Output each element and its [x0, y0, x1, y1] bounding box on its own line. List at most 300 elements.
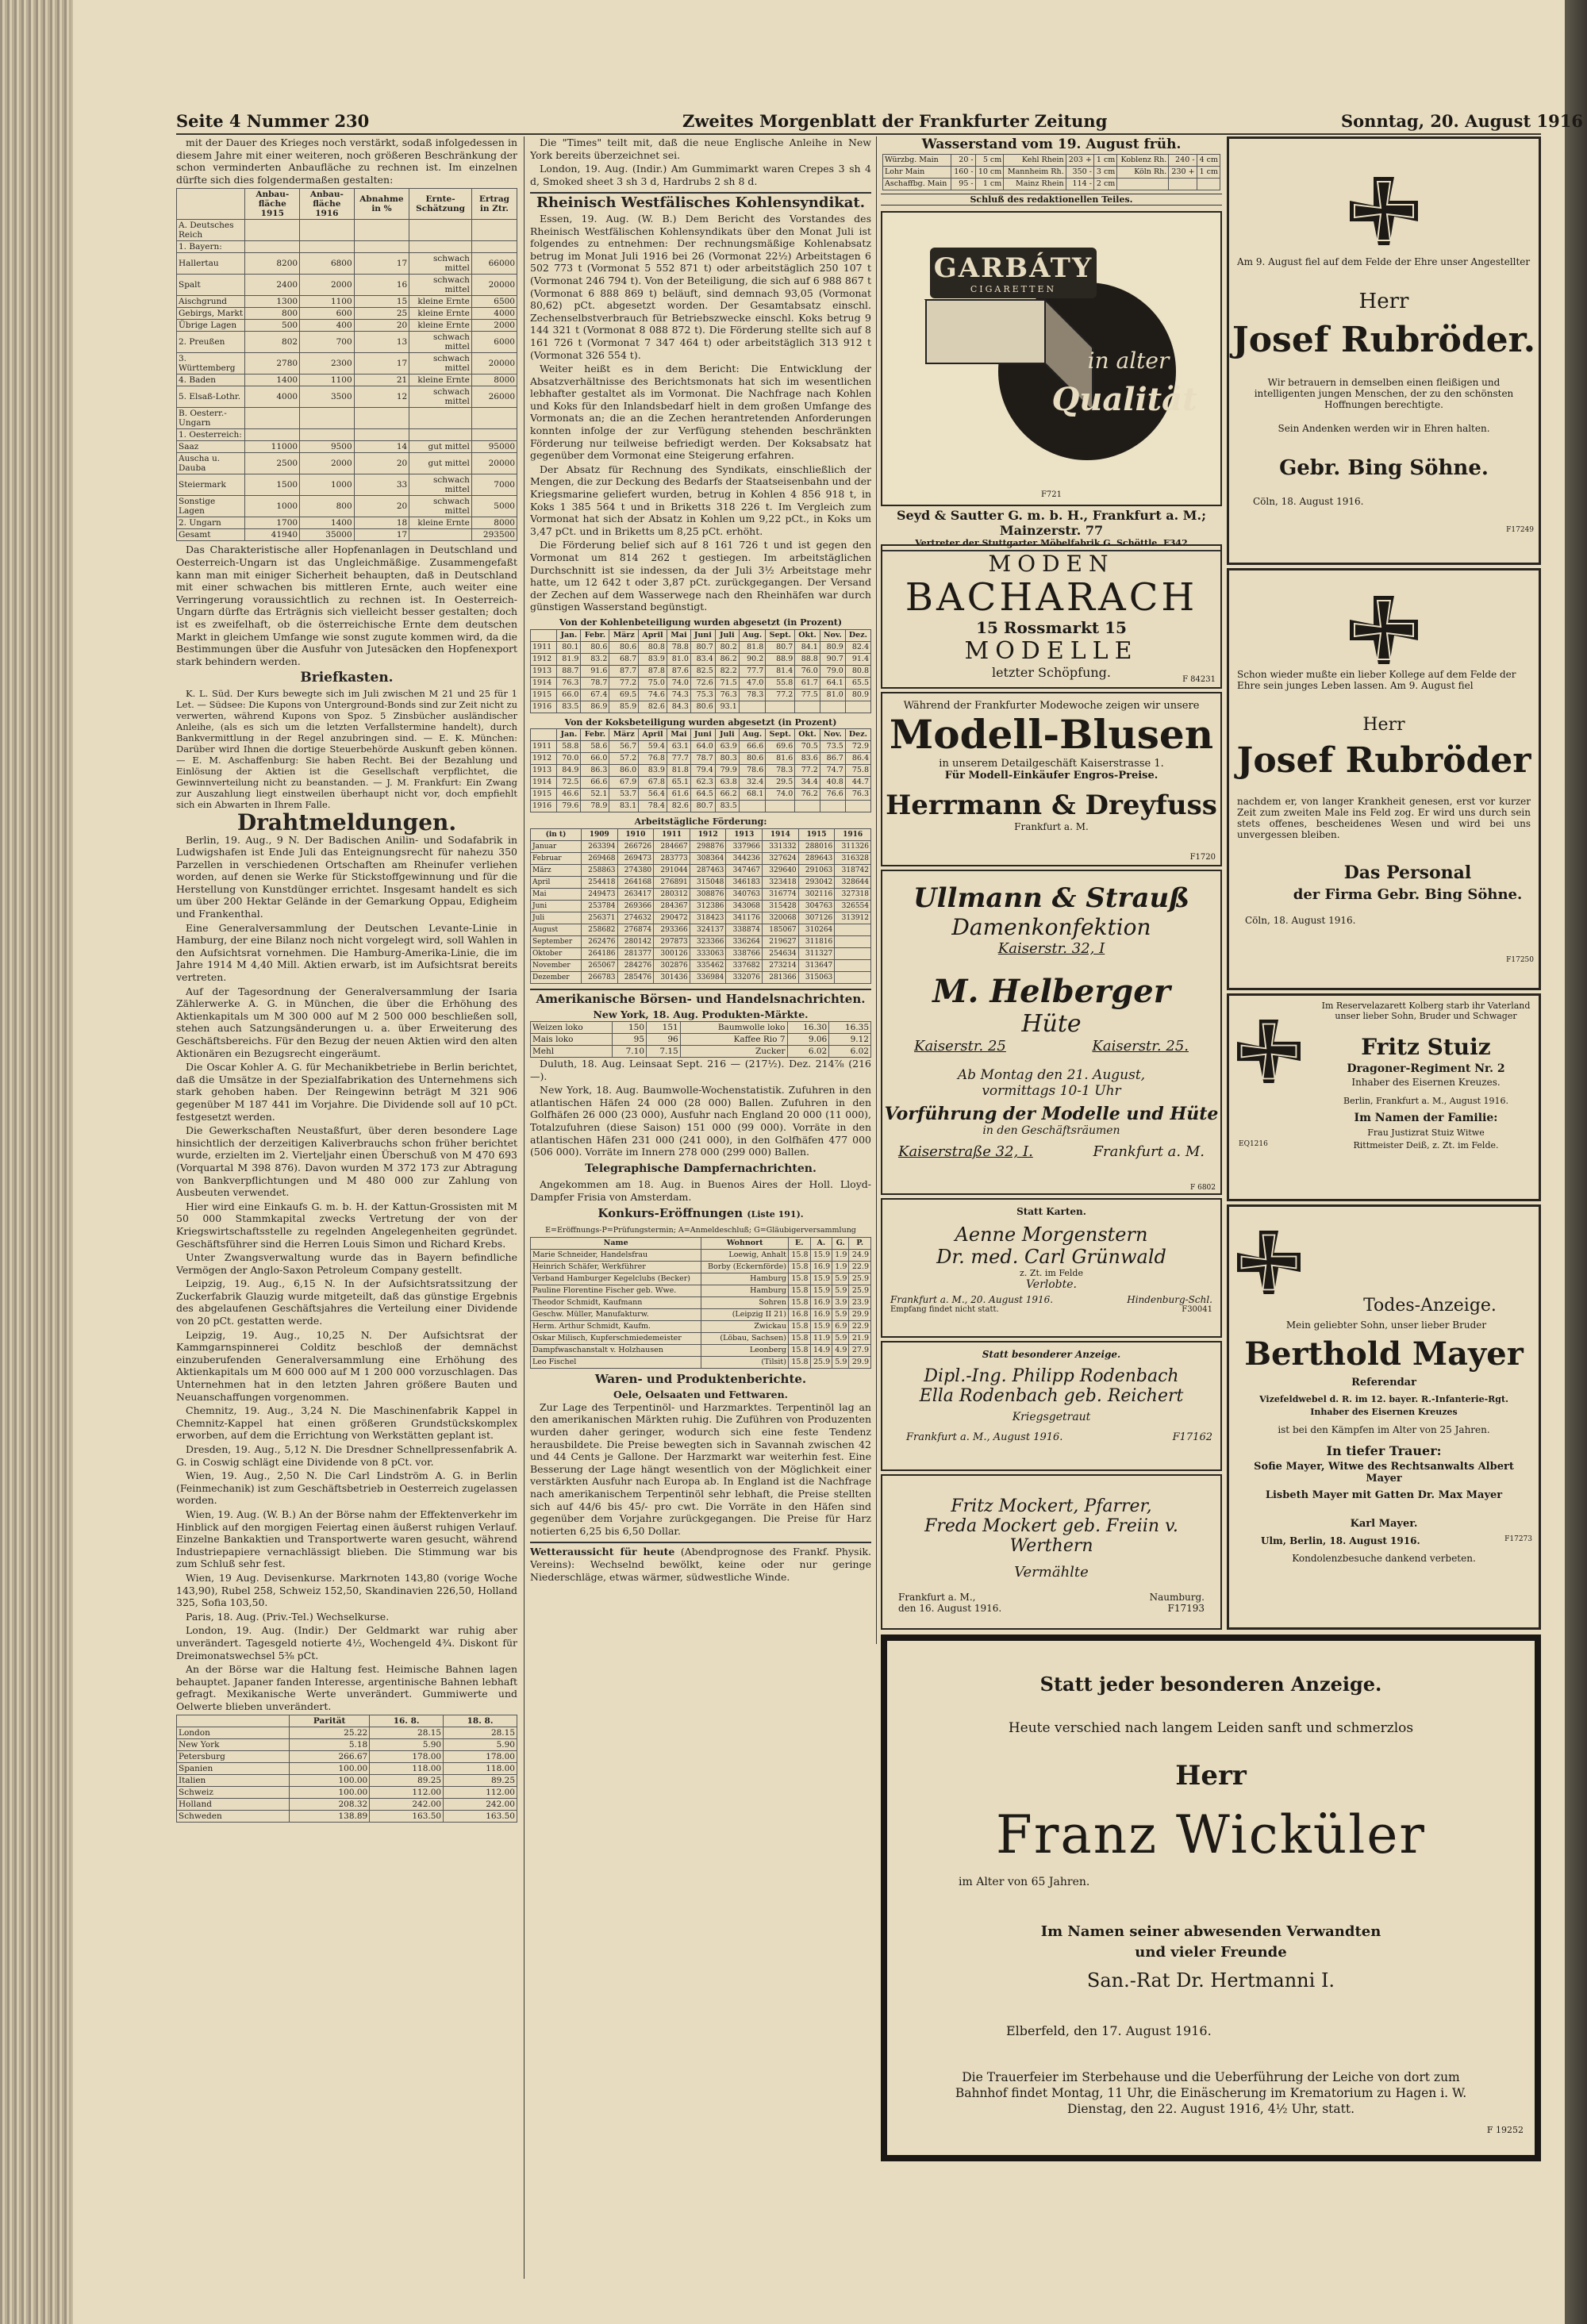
table-cell: 25.9 [849, 1285, 871, 1296]
wick-ort: Elberfeld, den 17. August 1916. [1006, 2023, 1212, 2038]
konkurs-sub: (Liste 191). [747, 1209, 804, 1220]
table-cell: 14.9 [810, 1344, 832, 1356]
table-cell: 1000 [245, 496, 300, 517]
table-cell: schwach mittel [409, 275, 472, 296]
stuiz-intro: Im Reservelazarett Kolberg starb ihr Vaterland unser lieber Sohn, Bruder und Schwager [1321, 1001, 1531, 1021]
vermaehlte: Vermählte [1014, 1564, 1089, 1581]
table-cell: Kehl Rhein [1004, 155, 1066, 167]
table-cell [820, 801, 845, 812]
column-divider-2 [876, 136, 877, 1644]
table-cell: 10 cm [975, 167, 1004, 179]
table-cell: 240 - [1169, 155, 1197, 167]
table-cell: 15.9 [810, 1249, 832, 1261]
paris-table-row [177, 1751, 517, 1763]
r2-name: Josef Rubröder [1236, 740, 1531, 781]
table-cell: 76.3 [845, 789, 870, 801]
table-cell: 5.9 [832, 1356, 849, 1368]
table-cell: 11.9 [810, 1332, 832, 1344]
vorf-title: Vorführung der Modelle und Hüte [884, 1104, 1219, 1124]
table-cell [835, 959, 871, 971]
table-cell: 82.6 [667, 801, 690, 812]
hop-table-row [177, 474, 517, 496]
table-cell: 20 [354, 453, 409, 474]
table-cell: 311327 [798, 947, 835, 959]
konkurs-table [530, 1237, 871, 1369]
table-cell: April [531, 876, 582, 888]
coal-table-3-row [531, 947, 871, 959]
table-cell: 5.9 [832, 1332, 849, 1344]
table-cell [471, 429, 517, 441]
table-cell: Sonstige Lagen [177, 496, 245, 517]
london-rubber: London, 19. Aug. (Indir.) Am Gummimarkt waren Crepes 3 sh 4 d, Smoked sheet 3 sh 3 d, Hardrubs 2 sh 8 d. [530, 163, 871, 187]
table-cell: gut mittel [409, 441, 472, 453]
table-cell: 77.2 [795, 765, 820, 777]
table-cell [300, 408, 355, 429]
drahtmeldungen-heading: Drahtmeldungen. [236, 809, 457, 835]
table-cell: 16 [354, 275, 409, 296]
table-cell: 83.2 [581, 653, 609, 665]
table-cell: 40.8 [820, 777, 845, 789]
table-cell: 284276 [617, 959, 654, 971]
coal-table-2-row [531, 753, 871, 765]
table-cell: Aschaffbg. Main [883, 179, 951, 190]
r2-ort: Cöln, 18. August 1916. [1245, 915, 1356, 926]
wick-code: F 19252 [1486, 2125, 1524, 2135]
page-number-header: Seite 4 Nummer 230 [176, 111, 370, 131]
table-cell [409, 429, 472, 441]
table-cell: 7000 [471, 474, 517, 496]
table-cell: 74.6 [639, 689, 667, 701]
bacharach-ad [881, 544, 1222, 689]
table-cell: 81.9 [557, 653, 581, 665]
stuiz-fam: Im Namen der Familie: [1354, 1112, 1498, 1124]
coal-table-1 [530, 629, 871, 713]
table-cell: 66.2 [715, 789, 739, 801]
table-cell [409, 408, 472, 429]
table-cell: 25 [354, 308, 409, 320]
table-cell: 79.6 [557, 801, 581, 812]
table-cell: 64.0 [690, 741, 715, 753]
morg-empf-line [882, 1305, 1220, 1314]
table-cell: 15.8 [788, 1356, 810, 1368]
vorf-city: Frankfurt a. M. [1093, 1143, 1205, 1160]
vorf-code: F 6802 [1189, 1184, 1216, 1192]
coal-table-3-row [531, 924, 871, 935]
garbaty-brand: GARBÁTY [933, 252, 1093, 284]
table-cell: schwach mittel [409, 496, 472, 517]
table-header-cell: 1913 [726, 828, 763, 840]
wetter-text: (Abendprognose des Frankf. Physik. Vereins): Wechselnd bewölkt, keine oder nur geringe Niederschläge, etwas wärmer, südwestliche Winde. [530, 1546, 871, 1583]
table-cell: 249473 [581, 888, 617, 900]
table-cell: 301436 [654, 971, 690, 983]
table-cell: 25.9 [810, 1356, 832, 1368]
table-cell: November [531, 959, 582, 971]
table-cell: Holland [177, 1799, 290, 1811]
table-cell: 78.7 [581, 677, 609, 689]
coal-table-3-row [531, 959, 871, 971]
table-header-cell: 1912 [690, 828, 726, 840]
drahtmeldung-item: Wien, 19. Aug. (W. B.) An der Börse nahm der Effektenverkehr im Hinblick auf den morgigen Feiertag einen äußerst ruhigen Verlauf. Einzelne Bankaktien und Transportwerte waren gesucht, während Industriepapiere vernachlässigt blieben. Die Stimmung war bis zum Schluß sehr fest. [176, 1508, 517, 1570]
mayer-obituary [1227, 1204, 1541, 1630]
mayer-name: Berthold Mayer [1244, 1335, 1524, 1373]
table-cell: 5. Elsaß-Lothr. [177, 386, 245, 408]
table-cell: 46.6 [557, 789, 581, 801]
table-cell: kleine Ernte [409, 375, 472, 386]
mockert-ort-line [882, 1581, 1220, 1603]
table-cell: 83.5 [557, 701, 581, 713]
table-cell: 315428 [763, 900, 799, 912]
table-cell: 2500 [245, 453, 300, 474]
table-header-cell: Juli [715, 629, 739, 641]
table-cell: Dampfwaschanstalt v. Holzhausen [531, 1344, 701, 1356]
table-cell: 80.9 [820, 641, 845, 653]
table-cell: 33 [354, 474, 409, 496]
table-cell: 76.2 [795, 789, 820, 801]
table-cell: kleine Ernte [409, 296, 472, 308]
morg-code: F30041 [1182, 1305, 1212, 1314]
bacharach-address: 15 Rossmarkt 15 [976, 618, 1127, 637]
table-cell: 76.3 [557, 677, 581, 689]
table-cell: 1914 [531, 777, 557, 789]
table-cell: 41940 [245, 529, 300, 541]
table-cell: Oktober [531, 947, 582, 959]
table-cell: 84.9 [557, 765, 581, 777]
hop-table-row [177, 332, 517, 353]
table-cell: kleine Ernte [409, 320, 472, 332]
table-cell: 77.5 [795, 689, 820, 701]
wasserstand-row [883, 167, 1220, 179]
table-cell: 69.5 [609, 689, 639, 701]
table-cell: 18 [354, 517, 409, 529]
mode-ort: in unserem Detailgeschäft Kaiserstrasse 1. [939, 758, 1164, 770]
r1-herr: Herr [1358, 290, 1409, 313]
table-cell: 15.8 [788, 1285, 810, 1296]
hop-paragraph: Das Charakteristische aller Hopfenanlagen in Deutschland und Oesterreich-Ungarn ist das Ungleichmäßige. Zusammengefaßt kann man mit einiger Sicherheit behaupten, daß in Deutschland mit einer schwachen bis mittleren Ernte, auch weiter eine Verringerung voraussichtlich zu rechnen ist. In Oesterreich-Ungarn dürfte das Erträgnis sich vielleicht besser gestalten; doch ist es zweifelhaft, ob die österreichische Ernte dem deutschen Markt in gleichem Umfange wie sonst zugute kommen wird, da die Bestimmungen über die Ausfuhr von Jutesäcken den Hopfenexport stark behindern werden. [176, 544, 517, 667]
verlobung-ad [881, 1198, 1222, 1338]
table-cell: 5 cm [975, 155, 1004, 167]
coal-table-3-row [531, 864, 871, 876]
table-cell: 1400 [300, 517, 355, 529]
iron-cross-icon [1350, 177, 1418, 248]
table-cell: Mehl [531, 1045, 613, 1057]
briefkasten-heading: Briefkasten. [300, 670, 394, 686]
table-cell: 7.15 [647, 1045, 681, 1057]
table-header-cell: März [609, 629, 639, 641]
table-cell: 91.6 [581, 665, 609, 677]
table-cell: 95 - [951, 179, 975, 190]
table-cell: 6.02 [829, 1045, 871, 1057]
wetter-heading: Wetteraussicht für heute [530, 1546, 675, 1558]
table-cell: 297873 [654, 935, 690, 947]
gruenwald-name: Dr. med. Carl Grünwald [936, 1246, 1166, 1268]
table-cell: 63.9 [715, 741, 739, 753]
table-cell: 80.6 [690, 701, 715, 713]
table-cell: 15 [354, 296, 409, 308]
table-cell: 12 [354, 386, 409, 408]
garbaty-ad [881, 211, 1222, 506]
table-cell: 29.9 [849, 1356, 871, 1368]
wasserstand-heading: Wasserstand vom 19. August früh. [921, 136, 1182, 152]
table-cell: 13 [354, 332, 409, 353]
hop-table-row [177, 253, 517, 275]
table-header-row [531, 828, 871, 840]
date-header: Sonntag, 20. August 1916 [1341, 111, 1583, 131]
table-cell: 323366 [690, 935, 726, 947]
table-cell: Geschw. Müller, Manufakturw. [531, 1308, 701, 1320]
table-cell: 284367 [654, 900, 690, 912]
table-cell: Oskar Milisch, Kupferschmiedemeister [531, 1332, 701, 1344]
table-cell: 16.9 [810, 1261, 832, 1273]
table-header-cell: April [639, 629, 667, 641]
amerika-heading: Amerikanische Börsen- und Handelsnachrichten. [530, 989, 871, 1006]
table-header-cell: G. [832, 1237, 849, 1249]
table-header-cell: 1914 [763, 828, 799, 840]
table-cell [766, 801, 795, 812]
table-cell: A. Deutsches Reich [177, 220, 245, 241]
drahtmeldungen-list [176, 834, 517, 1713]
table-cell: 15.8 [788, 1344, 810, 1356]
table-cell: 1.9 [832, 1261, 849, 1273]
table-cell: 287463 [690, 864, 726, 876]
stuiz-ort: Berlin, Frankfurt a. M., August 1916. [1343, 1096, 1508, 1106]
table-cell: 280312 [654, 888, 690, 900]
table-cell: 17 [354, 353, 409, 375]
table-cell: 16.9 [810, 1296, 832, 1308]
wick-namen-2: und vieler Freunde [1135, 1944, 1287, 1961]
rodenbach-philipp: Dipl.-Ing. Philipp Rodenbach [924, 1366, 1179, 1386]
table-cell: 66.6 [581, 777, 609, 789]
table-cell: 6000 [471, 332, 517, 353]
stuiz-brother: Rittmeister Deiß, z. Zt. im Felde. [1353, 1140, 1499, 1150]
table-cell: 88.7 [557, 665, 581, 677]
table-cell: (Leipzig II 21) [701, 1308, 789, 1320]
table-header-row [177, 189, 517, 220]
coal-table-3-row [531, 912, 871, 924]
table-cell: 308364 [690, 852, 726, 864]
table-cell: 208.32 [290, 1799, 370, 1811]
r2-personal: Das Personal [1343, 862, 1472, 883]
coal-table-1-row [531, 641, 871, 653]
coal-table-1-row [531, 701, 871, 713]
table-cell: 274632 [617, 912, 654, 924]
table-cell: 69.6 [766, 741, 795, 753]
mockert-freda: Freda Mockert geb. Freiin v. Werthern [924, 1516, 1178, 1556]
table-cell: 9.06 [787, 1033, 829, 1045]
hop-table-row [177, 275, 517, 296]
table-cell: 56.7 [609, 741, 639, 753]
mockert-ad [881, 1474, 1222, 1630]
table-header-cell: Jan. [557, 629, 581, 641]
table-cell: Zwickau [701, 1320, 789, 1332]
table-cell: 32.4 [739, 777, 766, 789]
table-header-cell [177, 1715, 290, 1727]
table-cell: 307126 [798, 912, 835, 924]
konkurs-row [531, 1296, 871, 1308]
mode-intro: Während der Frankfurter Modewoche zeigen wir unsere [903, 700, 1200, 712]
table-cell: 1 cm [975, 179, 1004, 190]
table-cell: 230 + [1169, 167, 1197, 179]
table-cell: 21 [354, 375, 409, 386]
table-cell: 20000 [471, 453, 517, 474]
table-cell: 83.6 [795, 753, 820, 765]
newyork-head: New York, 18. Aug. Produkten-Märkte. [593, 1008, 809, 1021]
table-cell: August [531, 924, 582, 935]
table-cell: 347467 [726, 864, 763, 876]
table-cell: 5.90 [370, 1739, 444, 1751]
ullmann-konfektion: Damenkonfektion [951, 914, 1151, 940]
r1-body: Wir betrauern in demselben einen fleißigen und intelligenten jungen Menschen, der zu den schönsten Hoffnungen berechtigte. [1254, 377, 1514, 410]
table-cell: 15.9 [810, 1285, 832, 1296]
table-cell [245, 241, 300, 253]
wick-statt: Statt jeder besonderen Anzeige. [1039, 1673, 1382, 1696]
table-cell: 258863 [581, 864, 617, 876]
table-cell [835, 924, 871, 935]
paris-table-row [177, 1739, 517, 1751]
table-cell: 1400 [245, 375, 300, 386]
table-cell: 61.6 [667, 789, 690, 801]
table-cell: kleine Ernte [409, 517, 472, 529]
table-cell: Hamburg [701, 1273, 789, 1285]
table-header-cell: Aug. [739, 729, 766, 741]
coal-table-3-row [531, 971, 871, 983]
coal-table-1-row [531, 689, 871, 701]
table-cell [1169, 179, 1197, 190]
table-cell: Theodor Schmidt, Kaufmann [531, 1296, 701, 1308]
table-cell: 44.7 [845, 777, 870, 789]
table-cell: 1100 [300, 296, 355, 308]
mockert-city: Naumburg. [1149, 1592, 1205, 1603]
table-cell: 70.0 [557, 753, 581, 765]
table-cell: Heinrich Schäfer, Werkführer [531, 1261, 701, 1273]
mayer-todes-anzeige: Todes-Anzeige. [1363, 1296, 1497, 1316]
table-header-cell: 1909 [581, 828, 617, 840]
table-header-cell: P. [849, 1237, 871, 1249]
table-cell: 83.1 [609, 801, 639, 812]
table-cell: 8200 [245, 253, 300, 275]
table-cell: Koblenz Rh. [1117, 155, 1169, 167]
table-cell: 112.00 [370, 1787, 444, 1799]
table-cell: 80.6 [739, 753, 766, 765]
table-cell: 242.00 [444, 1799, 517, 1811]
table-cell: 311326 [835, 840, 871, 852]
table-cell: 1916 [531, 701, 557, 713]
garbaty-code: F721 [1040, 490, 1062, 499]
table-cell: 264186 [581, 947, 617, 959]
table-cell: Mai [531, 888, 582, 900]
table-cell: 65.5 [845, 677, 870, 689]
table-cell: 56.4 [639, 789, 667, 801]
table-cell: 2000 [471, 320, 517, 332]
column-2 [530, 136, 871, 2283]
table-cell: 316328 [835, 852, 871, 864]
hop-table-row [177, 308, 517, 320]
table-cell: 80.6 [581, 641, 609, 653]
mockert-date: den 16. August 1916. [898, 1603, 1002, 1614]
table-cell: 63.8 [715, 777, 739, 789]
table-cell: 83.4 [690, 653, 715, 665]
kohlensyndikat-paragraph: Essen, 19. Aug. (W. B.) Dem Bericht des Vorstandes des Rheinisch Westfälischen Kohlensyndikats über den Monat Juli ist folgendes zu entnehmen: Der rechnungsmäßige Kohlenabsatz betrug im Monat Juli 1916 bei 26 (Vormonat 22½) Arbeitstagen 6 502 773 t (Vormonat 5 552 871 t) oder arbeitstäglich 250 107 t (Vormonat 246 794 t). Von der Beteiligung, die sich auf 6 988 867 t (Vormonat 6 888 869 t) beläuft, sind demnach 93,05 (Vormonat 80,62) pCt. abgesetzt worden. Der Gesamtabsatz einschl. Zechenselbstverbrauch für Betriebszwecke einschl. Koks betrug 9 144 321 t (Vormonat 8 088 872 t). Die Förderung stellte sich auf 8 161 726 t (Vormonat 7 347 464 t) oder arbeitstäglich 313 912 t (Vormonat 326 554 t). [530, 212, 871, 361]
table-header-row [177, 1715, 517, 1727]
table-cell: 600 [300, 308, 355, 320]
table-cell: Übrige Lagen [177, 320, 245, 332]
table-cell: London [177, 1727, 290, 1739]
table-cell: 1100 [300, 375, 355, 386]
table-cell: 5000 [471, 496, 517, 517]
table-cell: 15.8 [788, 1249, 810, 1261]
vorf-time: vormittags 10-1 Uhr [982, 1083, 1121, 1099]
modell-blusen-ad [881, 692, 1222, 866]
coal-table-1-row [531, 665, 871, 677]
table-cell: 72.9 [845, 741, 870, 753]
table-cell [409, 220, 472, 241]
coal-table-3-row [531, 852, 871, 864]
table-cell: Sohren [701, 1296, 789, 1308]
times-note: Die "Times" teilt mit, daß die neue Englische Anleihe in New York bereits überzeichnet sei. [530, 136, 871, 161]
newyork-row [531, 1045, 871, 1057]
table-cell: 5.9 [832, 1308, 849, 1320]
paris-exchange-table [176, 1715, 517, 1823]
table-cell: 15.8 [788, 1332, 810, 1344]
table-cell: 284667 [654, 840, 690, 852]
table-header-cell: 1911 [654, 828, 690, 840]
iron-cross-icon [1237, 1020, 1301, 1086]
table-cell: 61.7 [795, 677, 820, 689]
briefkasten-text: K. L. Süd. Der Kurs bewegte sich im Juli zwischen M 21 und 25 für 1 Let. — Südsee: Die Kupons von Unterground-Bonds sind zur Zeit nicht zu verwerten, während Kupons von Spoz. 5 Zinsbücher ausländischer Anleihe, (als es sich um die letzten Verfallstermine handelt), durch Bankvermittlung in der Regel anzubringen sind. — E. K. München: Darüber wird Ihnen die dortige Steuerbehörde Auskunft geben können. — E. M. Aschaffenburg: Sie haben Recht. Bei der Bezahlung und Einlösung der Aktien ist die Gesellschaft verpflichtet, die Gewinnverteilung nicht zu beanstanden. — J. M. Frankfurt: Ein Zwang zur Auszahlung liegt einstweilen überhaupt nicht vor, doch empfiehlt sich ein Abwarten in Ihrem Falle. [176, 687, 517, 810]
table-cell: (Tilsit) [701, 1356, 789, 1368]
coal-table-2-row [531, 801, 871, 812]
table-cell: 1911 [531, 641, 557, 653]
table-cell: 63.1 [667, 741, 690, 753]
table-cell [300, 241, 355, 253]
hop-table-row [177, 296, 517, 308]
table-cell [835, 947, 871, 959]
mayer-karl: Karl Mayer. [1350, 1518, 1418, 1530]
coal-table-3-row [531, 935, 871, 947]
table-cell: 86.3 [581, 765, 609, 777]
table-cell: 84.3 [667, 701, 690, 713]
herrmann-name: Herrmann & Dreyfuss [886, 789, 1217, 821]
table-cell: 336264 [726, 935, 763, 947]
table-cell [245, 429, 300, 441]
table-cell: 82.2 [715, 665, 739, 677]
table-cell: 67.9 [609, 777, 639, 789]
drahtmeldung-item: Chemnitz, 19. Aug., 3,24 N. Die Maschinenfabrik Kappel in Chemnitz-Kappel hat einen größeren Grundstückskomplex erworben, auf dem die Errichtung von Werkstätten geplant ist. [176, 1404, 517, 1442]
table-cell [845, 701, 870, 713]
table-cell: 1912 [531, 653, 557, 665]
table-cell: 78.3 [766, 765, 795, 777]
mockert-code: F17193 [1167, 1603, 1205, 1614]
table-cell [471, 220, 517, 241]
table-cell: 8000 [471, 517, 517, 529]
drahtmeldung-item: Leipzig, 19. Aug., 10,25 N. Der Aufsichtsrat der Kammgarnspinnerei Colditz beschloß der demnächst einzuberufenden Generalversammlung eine Erhöhung des Aktienkapitals um M 600 000 auf M 1 200 000 vorzuschlagen. Das Unternehmen hat in den letzten Jahren größere Bauten und Neuanschaffungen vorgenommen. [176, 1328, 517, 1403]
mockert-fritz: Fritz Mockert, Pfarrer, [951, 1496, 1152, 1516]
table-cell: 95 [613, 1033, 647, 1045]
drahtmeldung-item: London, 19. Aug. (Indir.) Der Geldmarkt war ruhig aber unverändert. Tagesgeld notierte 4½, Wochengeld 4¾. Diskont für Dreimonatswechsel 5⅜ pCt. [176, 1624, 517, 1661]
table-cell: 15.8 [788, 1273, 810, 1285]
coal-table-2-row [531, 789, 871, 801]
header-rule [176, 133, 1541, 135]
table-cell: 4000 [471, 308, 517, 320]
hop-intro: mit der Dauer des Krieges noch verstärkt, sodaß infolgedessen in diesem Jahre mit einer weiteren, noch größeren Beschränkung der schon verminderten Anbaufläche zu rechnen ist. Im einzelnen dürfte sich dies folgendermaßen gestalten: [176, 136, 517, 186]
table-cell: 88.9 [766, 653, 795, 665]
table-cell: 1. Oesterreich: [177, 429, 245, 441]
coal-table-3-row [531, 888, 871, 900]
table-cell: schwach mittel [409, 353, 472, 375]
table-cell: 20 [354, 320, 409, 332]
table-cell [354, 241, 409, 253]
table-header-cell: Okt. [795, 729, 820, 741]
table-cell: 6800 [300, 253, 355, 275]
